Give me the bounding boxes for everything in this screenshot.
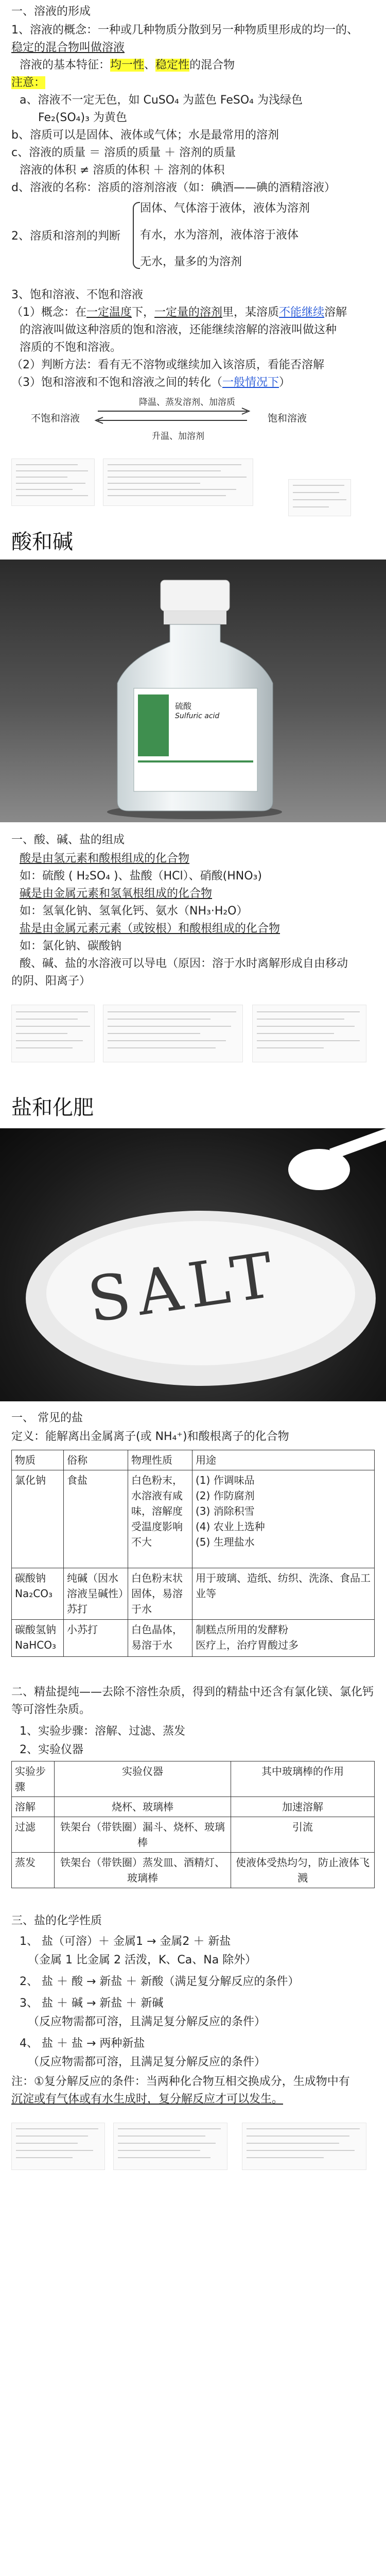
note-c-cont: 溶液的体积 ≠ 溶质的体积 ＋ 溶剂的体积 — [20, 164, 225, 177]
table-cell: 白色粉末状固体，易溶于水 — [128, 1568, 192, 1620]
notes-thumbnail[interactable] — [11, 459, 95, 506]
purification-intro: 二、精盐提纯——去除不溶性杂质，得到的精盐中还含有氯化镁、氯化钙等可溶性杂质。 — [11, 1686, 374, 1716]
table-header: 实验步骤 — [12, 1761, 55, 1797]
experiment-steps: 1、实验步骤：溶解、过滤、蒸发 — [20, 1725, 185, 1738]
common-salts-heading: 一、 常见的盐 — [11, 1412, 83, 1425]
table-row — [12, 1853, 375, 1888]
table-header-row — [12, 1761, 375, 1797]
solution-definition: 1、溶液的概念：一种或几种物质分散到另一种物质里形成的均一的、 — [11, 24, 358, 37]
table-cell: 蒸发 — [12, 1853, 55, 1888]
table-cell: 食盐 — [64, 1470, 128, 1568]
table-header: 其中玻璃棒的作用 — [231, 1761, 375, 1797]
saturated-definition-end: 溶质的不饱和溶液。 — [20, 341, 122, 354]
solution-feature: 溶液的基本特征：均一性、稳定性的混合物 — [20, 59, 235, 72]
salt-fertilizer-title: 盐和化肥 — [11, 1096, 94, 1120]
table-header: 用途 — [192, 1450, 375, 1470]
table-row — [12, 1817, 375, 1853]
table-cell: (1) 作调味品 (2) 作防腐剂 (3) 消除积雪 (4) 农业上选种 (5) 生理盐水 — [192, 1470, 375, 1568]
salt-photo — [0, 1128, 386, 1401]
notes-thumbnail[interactable] — [11, 2123, 105, 2170]
acid-heading: 一、酸、碱、盐的组成 — [11, 834, 125, 846]
judge-rule-1: 固体、气体溶于液体，液体为溶剂 — [140, 202, 310, 215]
table-cell: 过滤 — [12, 1817, 55, 1853]
base-examples: 如：氢氧化钠、氢氧化钙、氨水（NH₃·H₂O） — [20, 905, 248, 918]
property-4-note: （反应物需都可溶，且满足复分解反应的条件） — [28, 2056, 266, 2069]
conversion-arrows-icon — [93, 405, 257, 428]
solution-definition-cont: 稳定的混合物叫做溶液 — [11, 41, 125, 54]
highlight-uniform: 均一性 — [110, 59, 145, 72]
conversion-bottom-label: 升温、加溶剂 — [152, 431, 204, 442]
table-row — [12, 1568, 375, 1620]
note-c: c、溶液的质量 ＝ 溶质的质量 ＋ 溶剂的质量 — [11, 146, 236, 159]
note-a-cont: Fe₂(SO₄)₃ 为黄色 — [38, 111, 127, 124]
table-header: 俗称 — [64, 1450, 128, 1470]
chemical-properties-heading: 三、盐的化学性质 — [11, 1914, 102, 1927]
table-cell: 用于玻璃、造纸、纺织、洗涤、食品工业等 — [192, 1568, 375, 1620]
notes-thumbnail[interactable] — [113, 2123, 227, 2170]
salt-examples: 如：氯化钠、碳酸钠 — [20, 940, 122, 953]
table-header: 实验仪器 — [55, 1761, 231, 1797]
table-cell: 使液体受热均匀，防止液体飞溅 — [231, 1853, 375, 1888]
table-row — [12, 1470, 375, 1568]
note-b: b、溶质可以是固体、液体或气体；水是最常用的溶剂 — [11, 129, 279, 142]
acid-bottle-photo — [0, 560, 386, 822]
conversion-unsaturated: 不饱和溶液 — [31, 413, 80, 424]
table-cell: 白色粉末，水溶液有咸味，溶解度受温度影响不大 — [128, 1470, 192, 1568]
property-4: 4、 盐 ＋ 盐 → 两种新盐 — [20, 2037, 145, 2050]
table-cell: 加速溶解 — [231, 1797, 375, 1817]
property-1: 1、 盐（可溶）＋ 金属1 → 金属2 ＋ 新盐 — [20, 1935, 231, 1948]
table-cell: 铁架台（带铁圈）蒸发皿、酒精灯、玻璃棒 — [55, 1853, 231, 1888]
table-cell: 碳酸钠 Na₂CO₃ — [12, 1568, 64, 1620]
conductivity-note: 酸、碱、盐的水溶液可以导电（原因：溶于水时离解形成自由移动 — [20, 957, 348, 970]
table-cell: 引流 — [231, 1817, 375, 1853]
property-3-note: （反应物需都可溶，且满足复分解反应的条件） — [28, 2015, 266, 2028]
judge-rule-3: 无水，量多的为溶剂 — [140, 256, 242, 268]
table-header: 物质 — [12, 1450, 64, 1470]
judge-rule-2: 有水，水为溶剂，液体溶于液体 — [140, 229, 299, 242]
table-row — [12, 1797, 375, 1817]
common-salts-table — [11, 1450, 375, 1657]
table-cell: 小苏打 — [64, 1620, 128, 1657]
table-cell: 碳酸氢钠 NaHCO₃ — [12, 1620, 64, 1657]
notes-thumbnail[interactable] — [252, 1005, 366, 1062]
conductivity-note-cont: 的阴、阳离子） — [11, 975, 91, 988]
solute-solvent-label: 2、溶质和溶剂的判断 — [11, 230, 120, 243]
table-cell: 白色晶体，易溶于水 — [128, 1620, 192, 1657]
notes-thumbnail[interactable] — [242, 2123, 366, 2170]
highlight-stable: 稳定性 — [155, 59, 190, 72]
conversion-top-label: 降温、蒸发溶剂、加溶质 — [139, 397, 235, 408]
judge-method: （2）判断方法：看有无不溶物或继续加入该溶质，看能否溶解 — [11, 359, 324, 371]
instruments-heading: 2、实验仪器 — [20, 1743, 83, 1756]
note-label: 注意： — [11, 76, 46, 89]
salt-definition-line: 定义：能解离出金属离子(或 NH₄⁺)和酸根离子的化合物 — [11, 1430, 289, 1443]
note-a: a、溶液不一定无色，如 CuSO₄ 为蓝色 FeSO₄ 为浅绿色 — [20, 94, 303, 107]
conversion-heading: （3）饱和溶液和不饱和溶液之间的转化（一般情况下） — [11, 376, 291, 389]
notes-thumbnail[interactable] — [103, 1005, 243, 1062]
salt-word: SALT — [83, 1239, 285, 1337]
brace-icon — [133, 202, 140, 269]
instruments-table — [11, 1761, 375, 1888]
table-header: 物理性质 — [128, 1450, 192, 1470]
conversion-saturated: 饱和溶液 — [268, 413, 307, 424]
salt-definition: 盐是由金属元素元素（或铵根）和酸根组成的化合物 — [20, 922, 280, 935]
saturated-definition-cont: 的溶液叫做这种溶质的饱和溶液，还能继续溶解的溶液叫做这种 — [20, 324, 337, 336]
saturated-heading: 3、饱和溶液、不饱和溶液 — [11, 289, 143, 301]
table-cell: 纯碱（因水溶液呈碱性）苏打 — [64, 1568, 128, 1620]
acid-base-title: 酸和碱 — [11, 530, 73, 554]
property-2: 2、 盐 ＋ 酸 → 新盐 ＋ 新酸（满足复分解反应的条件） — [20, 1975, 300, 1988]
table-cell: 溶解 — [12, 1797, 55, 1817]
property-1-note: （金属 1 比金属 2 活泼，K、Ca、Na 除外） — [28, 1954, 257, 1967]
table-cell: 烧杯、玻璃棒 — [55, 1797, 231, 1817]
acid-examples: 如：硫酸 ( H₂SO₄ )、盐酸（HCl）、硝酸(HNO₃) — [20, 870, 262, 883]
property-3: 3、 盐 ＋ 碱 → 新盐 ＋ 新碱 — [20, 1997, 164, 2010]
table-header-row — [12, 1450, 375, 1470]
base-definition: 碱是由金属元素和氢氧根组成的化合物 — [20, 887, 213, 900]
section-heading-solution: 一、溶液的形成 — [11, 5, 91, 18]
notes-thumbnail[interactable] — [288, 479, 351, 516]
acid-definition: 酸是由氢元素和酸根组成的化合物 — [20, 852, 190, 865]
table-cell: 氯化钠 — [12, 1470, 64, 1568]
table-row — [12, 1620, 375, 1657]
bottle-label-cn: 硫酸 — [175, 701, 192, 711]
table-cell: 铁架台（带铁圈）漏斗、烧杯、玻璃棒 — [55, 1817, 231, 1853]
reaction-condition-note: 注：①复分解反应的条件：当两种化合物互相交换成分，生成物中有 — [11, 2075, 350, 2088]
bottle-icon — [0, 560, 386, 822]
notes-thumbnail[interactable] — [11, 1005, 95, 1062]
reaction-condition-note-cont: 沉淀或有气体或有水生成时，复分解反应才可以发生。 — [11, 2093, 284, 2106]
saturated-definition: （1）概念：在一定温度下，一定量的溶剂里，某溶质不能继续溶解 — [11, 306, 347, 319]
notes-thumbnail[interactable] — [103, 459, 253, 506]
table-cell: 制糕点所用的发酵粉 医疗上，治疗胃酸过多 — [192, 1620, 375, 1657]
bottle-label-en: Sulfuric acid — [175, 712, 220, 720]
note-d: d、溶液的名称：溶质的溶剂溶液（如：碘酒——碘的酒精溶液） — [11, 181, 336, 194]
